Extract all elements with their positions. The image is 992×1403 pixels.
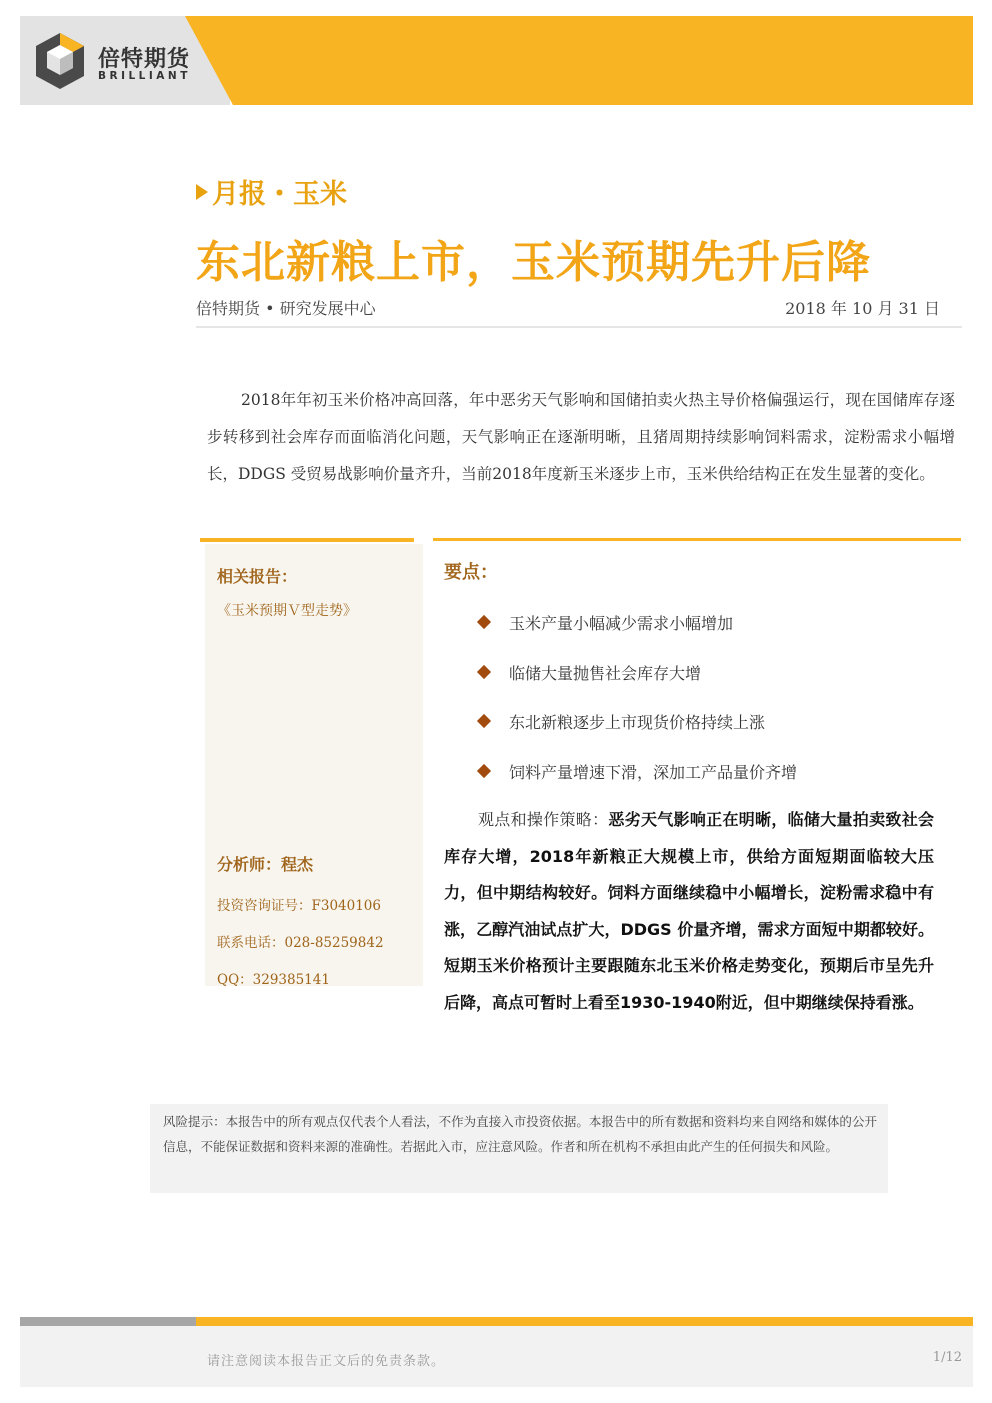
key-point-text: 东北新粮逐步上市现货价格持续上涨 xyxy=(509,713,766,732)
strategy-lead: 观点和操作策略： xyxy=(478,810,609,829)
sidebar-top-rule xyxy=(200,538,414,542)
report-date: 2018 年 10 月 31 日 xyxy=(785,299,940,318)
brand-name-en: BRILLIANT xyxy=(98,70,191,82)
page-title: 东北新粮上市，玉米预期先升后降 xyxy=(196,237,871,288)
disclaimer-note: 请注意阅读本报告正文后的免责条款。 xyxy=(207,1354,446,1369)
report-category xyxy=(196,172,347,211)
key-point-item xyxy=(479,760,797,783)
key-point-text: 饲料产量增速下滑，深加工产品量价齐增 xyxy=(509,763,798,782)
analyst-license: 投资咨询证号：F3040106 xyxy=(217,898,381,914)
risk-warning-text: 风险提示：本报告中的所有观点仅代表个人看法，不作为直接入市投资依据。本报告中的所有数据和资料均来自网络和媒体的公开信息，不能保证数据和资料来源的准确性。若据此入市，应注意风险。作者和所在机构不承担由此产生的任何损失和风险。 xyxy=(163,1114,877,1154)
sidebar-panel xyxy=(205,544,423,986)
key-point-item xyxy=(479,661,701,684)
org-name: 倍特期货 • 研究发展中心 xyxy=(196,299,376,318)
title-divider xyxy=(196,326,962,328)
analyst-qq: QQ：329385141 xyxy=(217,972,330,988)
footer-gray-bar xyxy=(20,1317,196,1326)
strategy-body: 恶劣天气影响正在明晰，临储大量拍卖致社会库存大增，2018年新粮正大规模上市，供给方面短期面临较大压力，但中期结构较好。饲料方面继续稳中小幅增长，淀粉需求稳中有涨，乙醇汽油试点扩大，DDGS 价量齐增，需求方面短中期都较好。短期玉米价格预计主要跟随东北玉米价格走势变化，预期后市呈先升后降，高点可暂时上看至1930-1940附近，但中期继续保持看涨。 xyxy=(444,810,934,1012)
key-point-item xyxy=(479,611,733,634)
diamond-bullet-icon xyxy=(477,615,491,629)
brand-name-cn: 倍特期货 xyxy=(98,47,191,72)
header-yellow-band xyxy=(185,16,973,105)
report-category-text: 月报・玉米 xyxy=(212,179,347,210)
footer-yellow-bar xyxy=(196,1317,973,1326)
key-point-item xyxy=(479,710,765,733)
triangle-marker-icon xyxy=(196,184,208,200)
diamond-bullet-icon xyxy=(477,714,491,728)
analyst-name: 分析师：程杰 xyxy=(217,855,314,874)
related-reports-label: 相关报告： xyxy=(217,567,298,586)
diamond-bullet-icon xyxy=(477,665,491,679)
brand-cube-icon xyxy=(33,31,87,91)
key-point-text: 临储大量抛售社会库存大增 xyxy=(509,664,702,683)
key-points-top-rule xyxy=(433,538,961,541)
page-number: 1/12 xyxy=(932,1350,962,1365)
header-band xyxy=(20,16,973,105)
related-report-link[interactable]: 《玉米预期Ｖ型走势》 xyxy=(217,603,357,619)
footer-band xyxy=(20,1326,973,1387)
strategy-paragraph xyxy=(444,802,934,1022)
diamond-bullet-icon xyxy=(477,764,491,778)
abstract-paragraph: 2018年年初玉米价格冲高回落，年中恶劣天气影响和国储拍卖火热主导价格偏强运行，现在国储库存逐步转移到社会库存而面临消化问题，天气影响正在逐渐明晰，且猪周期持续影响饲料需求，淀粉需求小幅增长，DDGS 受贸易战影响价量齐升，当前2018年度新玉米逐步上市，玉米供给结构正在发生显著的变化。 xyxy=(207,391,955,483)
analyst-phone: 联系电话：028-85259842 xyxy=(217,935,384,951)
risk-warning-box xyxy=(150,1104,888,1193)
key-points-label: 要点： xyxy=(444,562,498,583)
key-point-text: 玉米产量小幅减少需求小幅增加 xyxy=(509,614,734,633)
